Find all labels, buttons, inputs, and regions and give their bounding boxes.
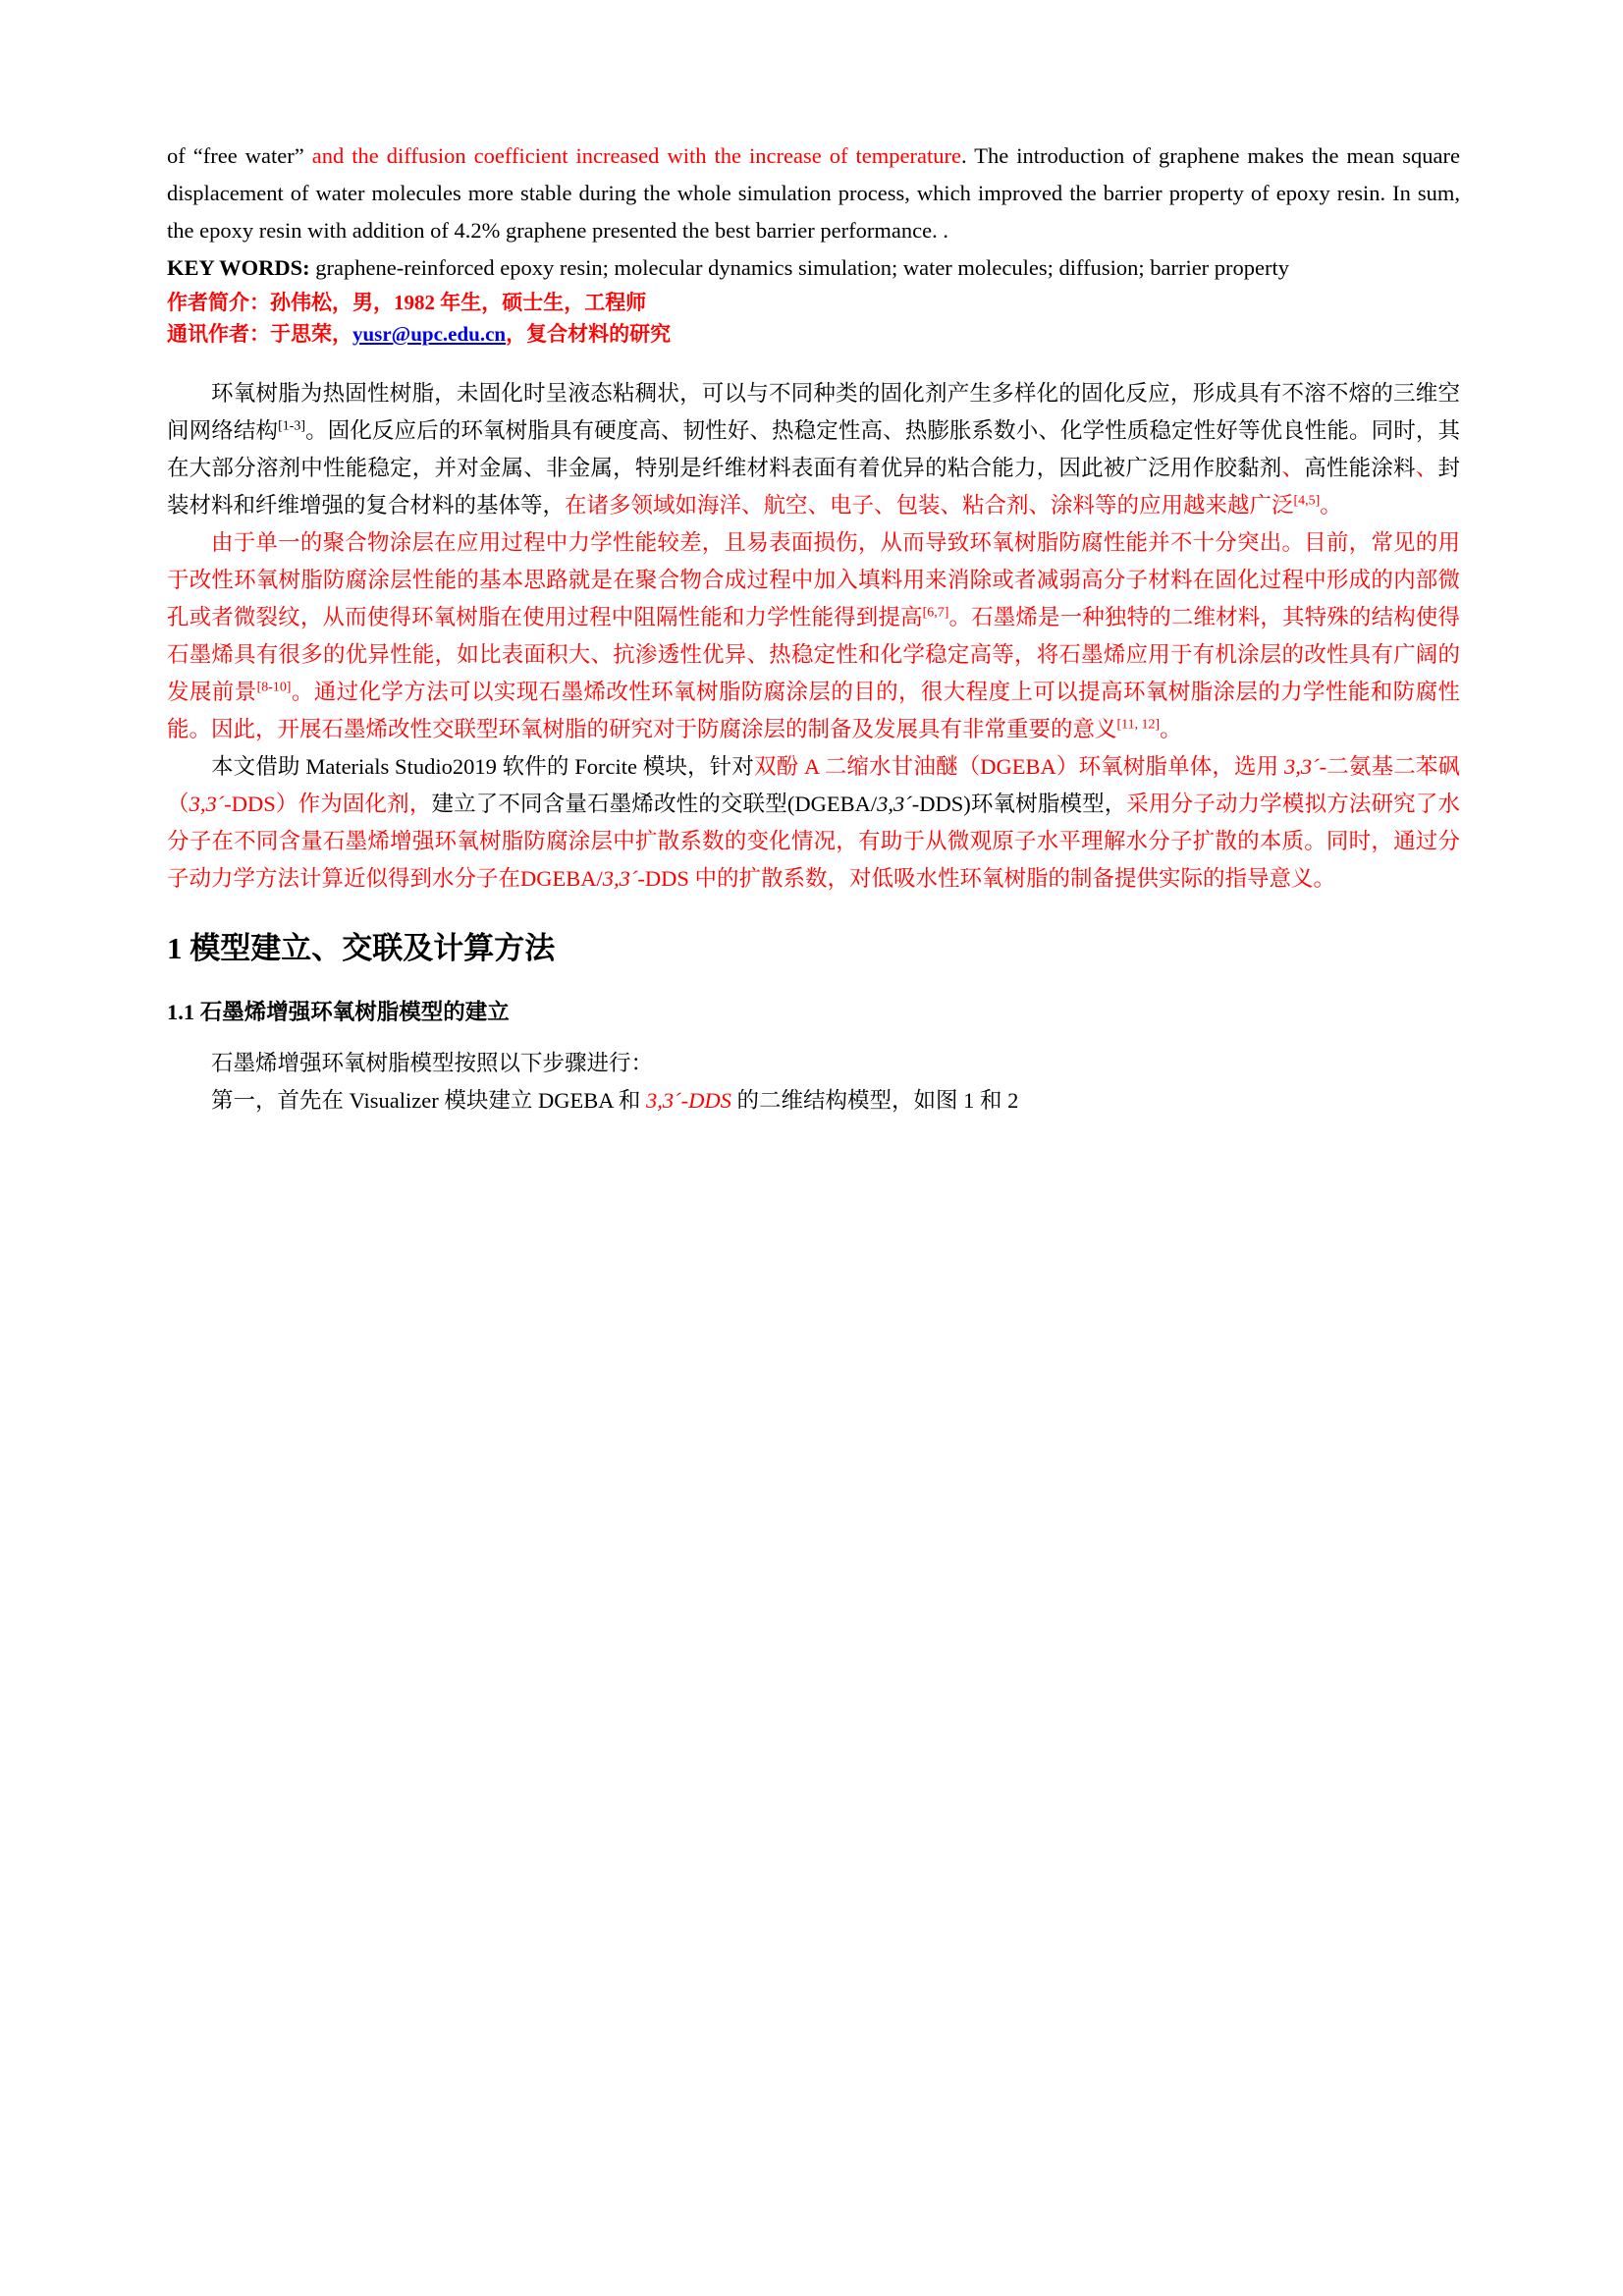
text-run: 环氧树脂为热固性树脂，未固化时呈液态粘稠状，可以与不同种类的固化剂产生多样化的固化反应，形成具有不溶不熔的三维空间网络结构 bbox=[167, 381, 1460, 443]
text-run: 。固化反应后的环氧树脂具有硬度高、韧性好、热稳定性高、热膨胀系数小、化学性质稳定性好等优良性能。同时，其在大部分溶剂中性能稳定，并对金属、非金属，特别是纤维材料表面有着优异的粘合能力，因此被广泛用作胶黏剂 bbox=[167, 418, 1460, 480]
text-run: 高性能涂料 bbox=[1304, 456, 1416, 480]
text-run: 作者简介：孙伟松，男，1982 年生，硕士生，工程师 bbox=[167, 291, 647, 314]
text-run: -DDS 中的扩散系数，对低吸水性环氧树脂的制备提供实际的指导意义。 bbox=[637, 866, 1336, 891]
text-run: of “free water” bbox=[167, 143, 312, 168]
text-run: 3,3´-DDS bbox=[646, 1088, 731, 1113]
text-run: -DDS）作为固化剂， bbox=[224, 792, 432, 816]
text-run: 封装材料和纤维增强的复合材料的基体等， bbox=[167, 456, 1460, 518]
text-run: 、 bbox=[1281, 456, 1305, 480]
author-bio-line bbox=[167, 287, 1460, 318]
text-run: [11, 12] bbox=[1116, 717, 1161, 733]
text-run: [6,7] bbox=[922, 605, 949, 621]
text-run: 本文借助 Materials Studio2019 软件的 Forcite 模块，针对 bbox=[211, 754, 754, 779]
text-run: 1.1 石墨烯增强环氧树脂模型的建立 bbox=[167, 1000, 510, 1024]
text-run: [1-3] bbox=[278, 418, 305, 434]
text-run: . The introduction of graphene makes the mean square displacement of water molecules more stable during the whole simulation process, which improved the barrier property of epoxy resin. In sum, the epoxy resin with addition of 4.2% graphene presented the best barrier performance. . bbox=[167, 143, 1461, 243]
text-run: ，复合材料的研究 bbox=[506, 322, 672, 346]
paragraph-graphene-coating bbox=[167, 524, 1460, 748]
text-run: 在诸多领域如海洋、航空、电子、包装、粘合剂、涂料等的应用越来越广泛 bbox=[565, 493, 1294, 518]
text-run: 3,3´ bbox=[1284, 754, 1320, 779]
text-run: 。 bbox=[1160, 717, 1182, 741]
text-run: 双酚 A 二缩水甘油醚（DGEBA）环氧树脂单体，选用 bbox=[753, 754, 1285, 779]
text-run: 。 bbox=[1320, 493, 1342, 518]
text-run: and the diffusion coefficient increased with the increase of temperature bbox=[311, 143, 961, 168]
corresponding-author-line bbox=[167, 318, 1460, 350]
paragraph-abstract-continuation bbox=[167, 137, 1460, 249]
text-run: 石墨烯增强环氧树脂模型按照以下步骤进行： bbox=[211, 1051, 654, 1075]
text-run: 。石墨烯是一种独特的二维材料，其特殊的结构使得石墨烯具有很多的优异性能，如比表面积大、抗渗透性优异、热稳定性和化学稳定高等，将石墨烯应用于有机涂层的改性具有广阔的发展前景 bbox=[167, 605, 1460, 704]
text-run: 3,3´ bbox=[602, 866, 638, 891]
text-run: [4,5] bbox=[1293, 493, 1321, 509]
paragraph-intro-epoxy bbox=[167, 375, 1460, 524]
paragraph-model-steps-intro bbox=[167, 1045, 1460, 1082]
paragraph-this-work bbox=[167, 748, 1460, 898]
text-run: 、 bbox=[1415, 456, 1438, 480]
email-link[interactable]: yusr@upc.edu.cn bbox=[352, 322, 507, 346]
paragraph-keywords bbox=[167, 249, 1460, 287]
paragraph-step-one bbox=[167, 1082, 1460, 1120]
section-heading-1 bbox=[167, 927, 1460, 970]
text-run: 建立了不同含量石墨烯改性的交联型(DGEBA/ bbox=[431, 792, 878, 816]
text-run: 由于单一的聚合物涂层在应用过程中力学性能较差，且易表面损伤，从而导致环氧树脂防腐性能并不十分突出。目前，常见的用于改性环氧树脂防腐涂层性能的基本思路就是在聚合物合成过程中加入填料用来消除或者减弱高分子材料在固化过程中形成的内部微孔或者微裂纹，从而使得环氧树脂在使用过程中阻隔性能和力学性能得到提高 bbox=[167, 530, 1460, 629]
text-run: 第一，首先在 Visualizer 模块建立 DGEBA 和 bbox=[211, 1088, 646, 1113]
text-run: 通讯作者：于思荣， bbox=[167, 322, 352, 346]
text-run: 1 模型建立、交联及计算方法 bbox=[167, 931, 556, 965]
text-run: graphene-reinforced epoxy resin; molecular dynamics simulation; water molecules; diffusion; barrier property bbox=[309, 255, 1290, 280]
text-run: KEY WORDS: bbox=[167, 255, 310, 280]
text-run: 采用分子动力学模拟方法研究了水分子在不同含量石墨烯增强环氧树脂防腐涂层中扩散系数的变化情况，有助于从微观原子水平理解水分子扩散的本质。同时，通过分子动力学方法计算近似得到水分子在DGEBA/ bbox=[167, 792, 1460, 891]
text-run: 3,3´ bbox=[877, 792, 912, 816]
text-run: -DDS)环氧树脂模型， bbox=[911, 792, 1127, 816]
text-run: [8-10] bbox=[256, 680, 292, 695]
subsection-heading-1-1 bbox=[167, 994, 1460, 1031]
text-run: 3,3´ bbox=[189, 792, 225, 816]
text-run: 。通过化学方法可以实现石墨烯改性环氧树脂防腐涂层的目的，很大程度上可以提高环氧树脂涂层的力学性能和防腐性能。因此，开展石墨烯改性交联型环氧树脂的研究对于防腐涂层的制备及发展具有非常重要的意义 bbox=[167, 680, 1460, 741]
text-run: -二氨基二苯砜（ bbox=[167, 754, 1460, 816]
text-run: 的二维结构模型，如图 1 和 2 bbox=[730, 1088, 1019, 1113]
